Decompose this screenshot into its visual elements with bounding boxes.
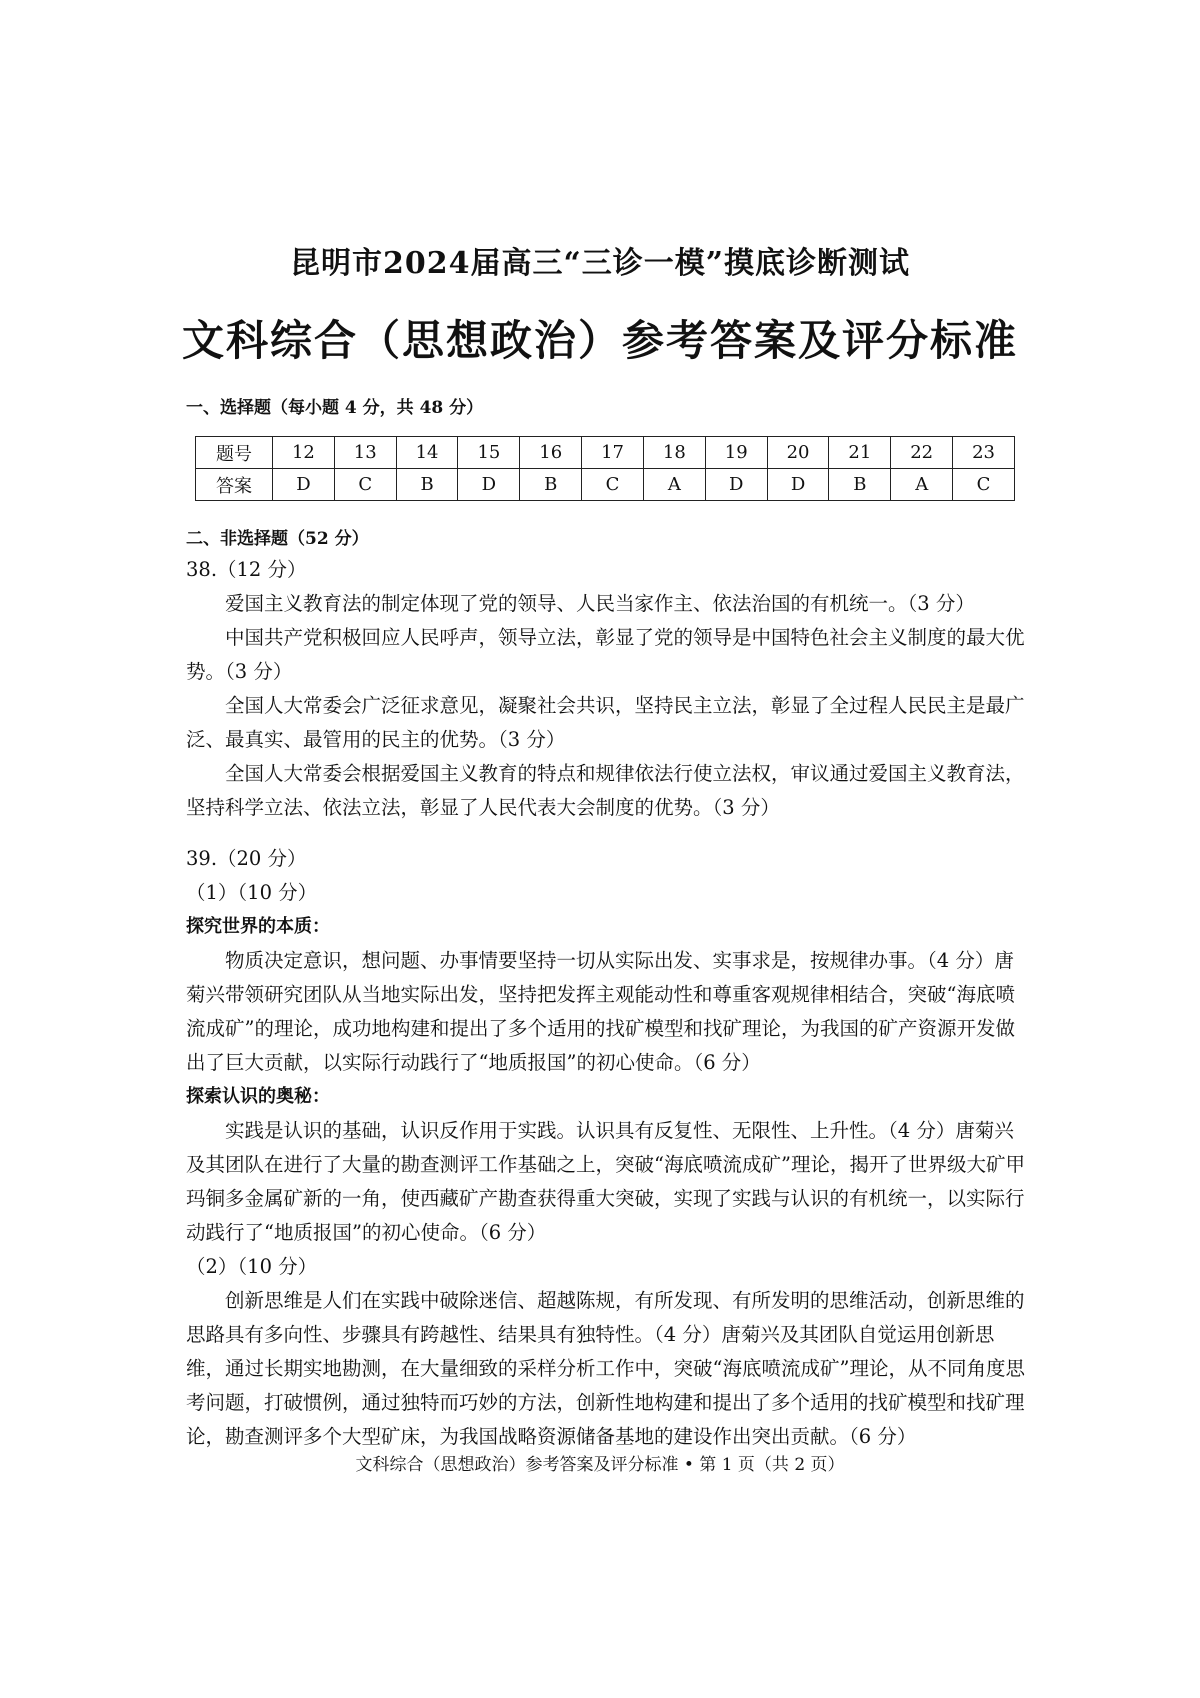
document-title: 文科综合（思想政治）参考答案及评分标准 [181,316,1018,365]
q38-paragraph: 全国人大常委会广泛征求意见，凝聚社会共识，坚持民主立法，彰显了全过程人民民主是最广泛、最真实、最管用的民主的优势。（3 分） [186,694,1025,751]
q38-paragraph: 中国共产党积极回应人民呼声，领导立法，彰显了党的领导是中国特色社会主义制度的最大优势。（3 分） [186,626,1025,683]
q38-paragraph: 爱国主义教育法的制定体现了党的领导、人民当家作主、依法治国的有机统一。（3 分） [225,592,975,615]
question-number-cell: 13 [334,437,396,469]
q39-part2-paragraph: 创新思维是人们在实践中破除迷信、超越陈规，有所发现、有所发明的思维活动，创新思维的思路具有多向性、步骤具有跨越性、结果具有独特性。（4 分）唐菊兴及其团队自觉运用创新思维，通过长期实地勘测，在大量细致的采样分析工作中，突破“海底喷流成矿”理论，从不同角度思考问题，打破惯例，通过独特而巧妙的方法，创新性地构建和提出了多个适用的找矿模型和找矿理论，勘查测评多个大型矿床，为我国战略资源储备基地的建设作出突出贡献。（6 分） [186,1289,1025,1448]
q39-part1-label: （1）（10 分） [186,881,318,904]
answer-cell: C [953,469,1015,501]
answer-cell: D [273,469,335,501]
answer-cell: A [891,469,953,501]
q39-label: 39.（20 分） [186,847,307,870]
answer-cell: B [520,469,582,501]
answer-cell: B [396,469,458,501]
question-number-cell: 14 [396,437,458,469]
question-number-cell: 22 [891,437,953,469]
question-number-cell: 16 [520,437,582,469]
answer-table [195,436,1015,501]
question-number-cell: 15 [458,437,520,469]
q39-sub1-paragraph: 物质决定意识，想问题、办事情要坚持一切从实际出发、实事求是，按规律办事。（4 分）唐菊兴带领研究团队从当地实际出发，坚持把发挥主观能动性和尊重客观规律相结合，突破“海底喷流成矿”的理论，成功地构建和提出了多个适用的找矿模型和找矿理论，为我国的矿产资源开发做出了巨大贡献，以实际行动践行了“地质报国”的初心使命。（6 分） [186,949,1015,1074]
q38-block [186,553,1026,825]
section1-heading: 一、选择题（每小题 4 分，共 48 分） [186,398,484,418]
q39-sub2-heading: 探索认识的奥秘： [186,1086,330,1107]
q39-sub1-heading: 探究世界的本质： [186,916,330,937]
question-number-cell: 23 [953,437,1015,469]
page-footer: 文科综合（思想政治）参考答案及评分标准 • 第 1 页（共 2 页） [355,1455,845,1475]
row-label-answer: 答案 [196,469,273,501]
row-label-number: 题号 [196,437,273,469]
question-number-cell: 18 [643,437,705,469]
q38-paragraph: 全国人大常委会根据爱国主义教育的特点和规律依法行使立法权，审议通过爱国主义教育法，坚持科学立法、依法立法，彰显了人民代表大会制度的优势。（3 分） [186,762,1025,819]
table-row-answers [196,469,1015,501]
answer-cell: C [582,469,644,501]
q38-label: 38.（12 分） [186,558,307,581]
q39-part2-label: （2）（10 分） [186,1255,318,1278]
answer-cell: A [643,469,705,501]
section2-heading: 二、非选择题（52 分） [186,529,369,549]
answer-cell: D [458,469,520,501]
table-row-numbers [196,437,1015,469]
answer-cell: D [767,469,829,501]
q39-sub2-paragraph: 实践是认识的基础，认识反作用于实践。认识具有反复性、无限性、上升性。（4 分）唐菊兴及其团队在进行了大量的勘查测评工作基础之上，突破“海底喷流成矿”理论，揭开了世界级大矿甲玛铜多金属矿新的一角，使西藏矿产勘查获得重大突破，实现了实践与认识的有机统一，以实际行动践行了“地质报国”的初心使命。（6 分） [186,1119,1025,1244]
question-number-cell: 17 [582,437,644,469]
answer-cell: D [705,469,767,501]
question-number-cell: 21 [829,437,891,469]
question-number-cell: 20 [767,437,829,469]
exam-title: 昆明市2024届高三“三诊一模”摸底诊断测试 [289,246,910,281]
question-number-cell: 12 [273,437,335,469]
question-number-cell: 19 [705,437,767,469]
answer-cell: C [334,469,396,501]
q39-block [186,842,1026,1454]
answer-cell: B [829,469,891,501]
